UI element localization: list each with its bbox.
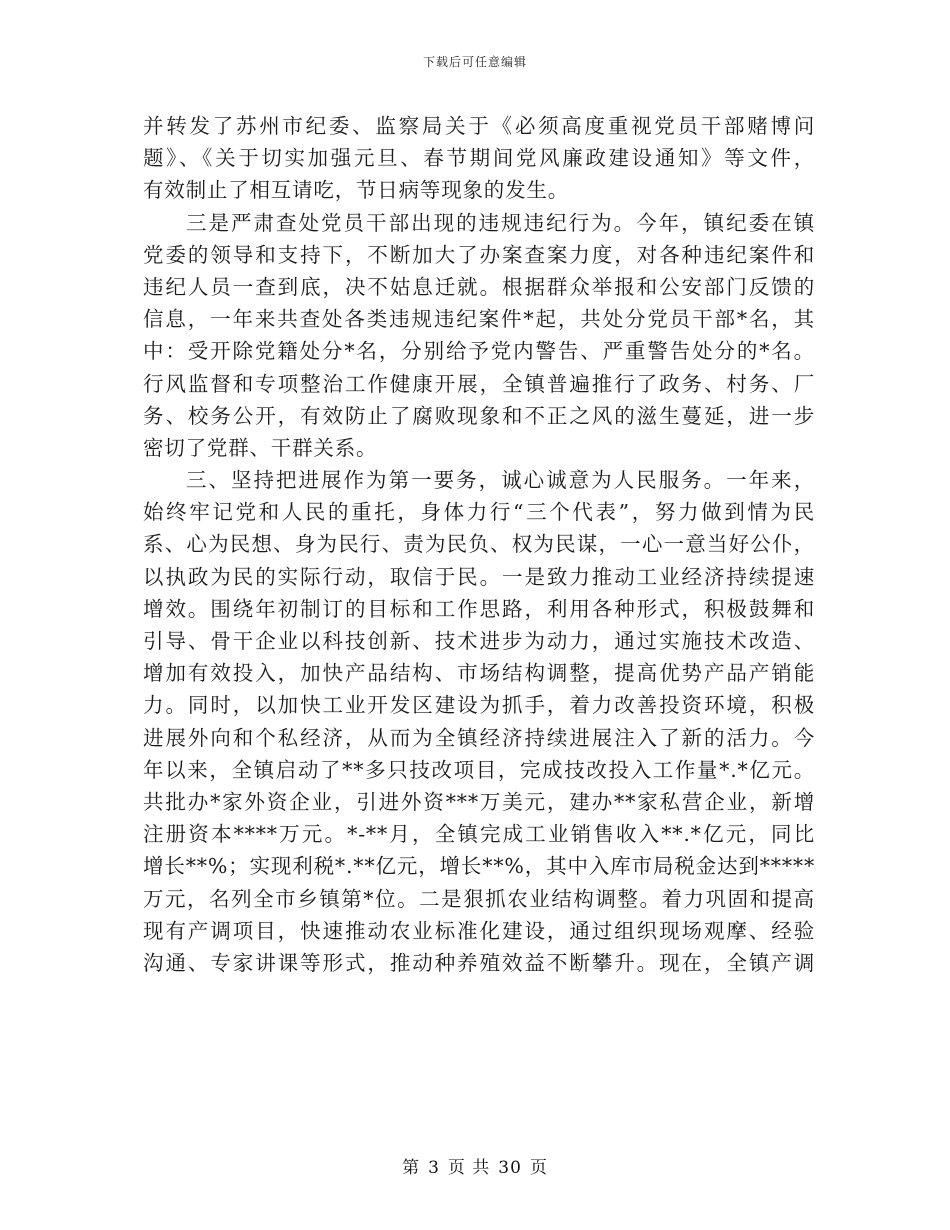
text-line: 增加有效投入，加快产品结构、市场结构调整，提高优势产品产销能: [143, 661, 815, 686]
text-line: 题》、《关于切实加强元旦、春节期间党风廉政建设通知》等文件，: [143, 146, 815, 171]
text-line: 有效制止了相互请吃，节日病等现象的发生。: [143, 178, 569, 203]
text-line: 密切了党群、干群关系。: [143, 435, 378, 460]
text-line: 沟通、专家讲课等形式，推动种养殖效益不断攀升。现在，全镇产调: [143, 950, 815, 975]
text-line: 并转发了苏州市纪委、监察局关于《必须高度重视党员干部赌博问: [143, 114, 815, 138]
text-line: 系、心为民想、身为民行、责为民负、权为民谋，一心一意当好公仆，: [143, 532, 815, 557]
text-line: 现有产调项目，快速推动农业标准化建设，通过组织现场观摩、经验: [143, 918, 815, 943]
footer-middle: 页 共: [447, 1158, 491, 1178]
text-line: 三、坚持把进展作为第一要务，诚心诚意为人民服务。一年来，: [186, 468, 815, 493]
header-note: 下载后可任意编辑: [422, 55, 527, 69]
text-line: 增效。围绕年初制订的目标和工作思路，利用各种形式，积极鼓舞和: [143, 596, 815, 621]
text-line: 行风监督和专项整治工作健康开展，全镇普遍推行了政务、村务、厂: [143, 371, 815, 396]
text-line: 共批办*家外资企业，引进外资***万美元，建办**家私营企业，新增: [143, 789, 815, 814]
text-line: 注册资本****万元。*-**月，全镇完成工业销售收入**.*亿元，同比: [143, 822, 815, 847]
footer-prefix: 第: [402, 1158, 421, 1178]
text-line: 务、校务公开，有效防止了腐败现象和不正之风的滋生蔓延，进一步: [143, 403, 815, 428]
text-line: 增长**%；实现利税*.**亿元，增长**%，其中入库市局税金达到*****: [143, 854, 815, 879]
footer-suffix: 页: [529, 1158, 548, 1178]
text-line: 年以来，全镇启动了**多只技改项目，完成技改投入工作量*.*亿元。: [143, 757, 815, 782]
text-line: 以执政为民的实际行动，取信于民。一是致力推动工业经济持续提速: [143, 564, 815, 589]
text-line: 力。同时，以加快工业开发区建设为抓手，着力改善投资环境，积极: [143, 693, 815, 718]
text-line: 违纪人员一查到底，决不姑息迁就。根据群众举报和公安部门反馈的: [143, 274, 815, 299]
text-line: 三是严肃查处党员干部出现的违规违纪行为。今年，镇纪委在镇: [186, 210, 815, 235]
document-body: [143, 110, 815, 979]
page-footer: [0, 1153, 950, 1178]
text-line: 中：受开除党籍处分*名，分别给予党内警告、严重警告处分的*名。: [143, 339, 815, 364]
footer-page-total: 30: [498, 1158, 522, 1178]
text-line: 进展外向和个私经济，从而为全镇经济持续进展注入了新的活力。今: [143, 725, 815, 750]
text-line: 万元，名列全市乡镇第*位。二是狠抓农业结构调整。着力巩固和提高: [143, 886, 815, 911]
text-line: 信息，一年来共查处各类违规违纪案件*起，共处分党员干部*名，其: [143, 307, 815, 332]
text-line: 引导、骨干企业以科技创新、技术进步为动力，通过实施技术改造、: [143, 629, 815, 653]
text-line: 党委的领导和支持下，不断加大了办案查案力度，对各种违纪案件和: [143, 242, 815, 267]
text-line: 始终牢记党和人民的重托，身体力行“三个代表”，努力做到情为民: [143, 500, 815, 525]
footer-page-number: 3: [428, 1158, 440, 1178]
